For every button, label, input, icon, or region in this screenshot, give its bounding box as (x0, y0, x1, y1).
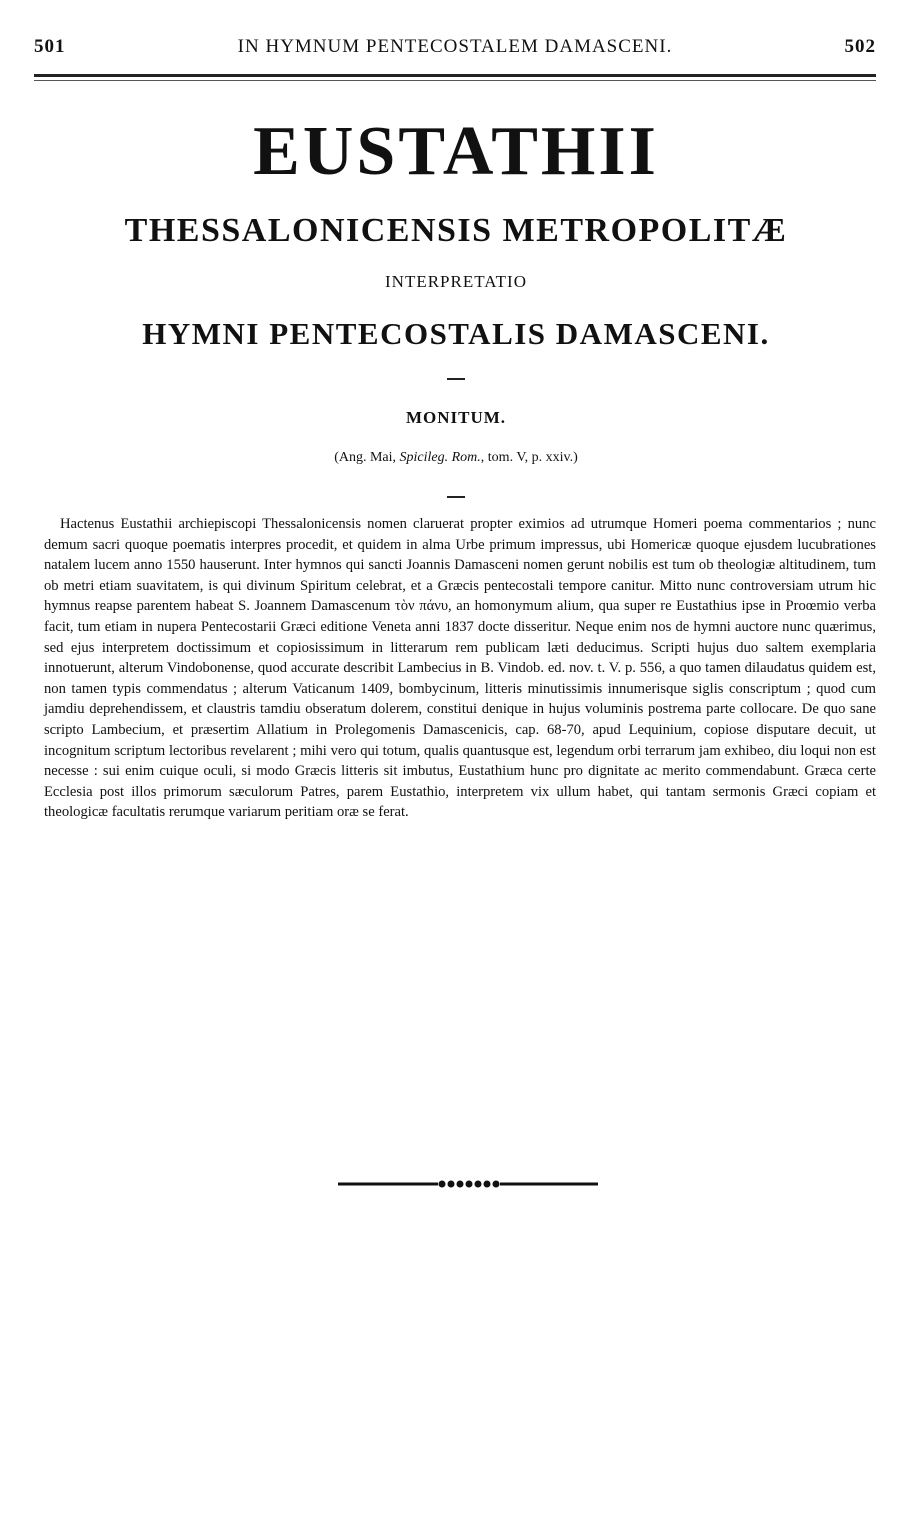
hymn-title: HYMNI PENTECOSTALIS DAMASCENI. (142, 316, 770, 351)
header-rule-thin (34, 80, 876, 81)
page-number-right: 502 (844, 36, 876, 57)
separator-dash (447, 378, 465, 380)
citation-italic: Spicileg. Rom. (399, 450, 481, 465)
body-text: Hactenus Eustathii archiepiscopi Thessalonicensis nomen claruerat propter eximios ad utrumque Homeri poema commentarios ; nunc demum sacri quoque poematis interpres procedit, et quidem in alma Urbe primum impressus, ubi Homericæ quoque ejusdem lucubrationes natalem lucem anno 1550 hauserunt. Inter hymnos qui sancti Joannis Damasceni nomen gerunt nobilis est tum ob theologiæ altitudinem, tum ob metri etiam suavitatem, is qui divinum Spiritum celebrat, et a Græcis pentecostali tempore canitur. Mitto nunc controversiam utrum hic hymnus reapse parentem habeat S. Joannem Damascenum τὸν πάνυ, an homonymum alium, qua super re Eustathius ipse in Proœmio verba facit, tum etiam in nupera Pentecostarii Græci editione Veneta anni 1837 docte disseritur. Neque enim nos de hymni auctore nunc quærimus, sed ejus interpretem doctissimum et copiosissimum in litterarum rem publicam læti deducimus. Scripti hujus duo saltem exemplaria innotuerunt, alterum Vindobonense, quod accurate describit Lambecius in B. Vindob. ed. nov. t. V. p. 556, a quo tamen dilaudatus quidem est, non tamen typis commendatus ; alterum Vaticanum 1409, bombycinum, litteris minutissimis innumerisque siglis conscriptum ; quod cum jamdiu deprehendissem, et claustris tamdiu obseratum dolerem, constitui denique in hujus voluminis postrema parte collocare. De quo sane scripto Lambecium, et præsertim Allatium in Prolegomenis Damascenicis, cap. 68-70, apud Lequinium, copiose disputare decuit, ut incognitum scriptum lectoribus revelarent ; mihi vero qui totum, qualis quantusque est, legendum orbi terrarum jam exhibeo, diu loqui non est necesse : sui enim cuique oculi, si modo Græcis litteris sit imbutus, Eustathium hunc pro dignitate ac merito commendabunt. Græca certe Ecclesia post illos primorum sæculorum Patres, parem Eustathio, interpretem vix ullum habet, qui tantam sermonis Græci copiam et theologicæ facultatis rerumque variarum peritiam oræ se ferat. (44, 516, 876, 821)
running-head (34, 36, 876, 58)
monitum-heading: MONITUM. (405, 408, 507, 427)
closing-ornament (338, 1175, 598, 1193)
sub-title: THESSALONICENSIS METROPOLITÆ (124, 212, 788, 249)
main-title: EUSTATHII (253, 113, 659, 190)
citation-rest: , tom. V, p. xxiv.) (480, 450, 578, 465)
interpretatio-heading: INTERPRETATIO (385, 272, 527, 291)
citation (0, 450, 912, 466)
running-head-title: IN HYMNUM PENTECOSTALEM DAMASCENI. (237, 36, 673, 57)
header-rule (34, 74, 876, 77)
separator-dash (447, 496, 465, 498)
page-number-left: 501 (34, 36, 66, 57)
citation-open: (Ang. Mai, (334, 450, 400, 465)
